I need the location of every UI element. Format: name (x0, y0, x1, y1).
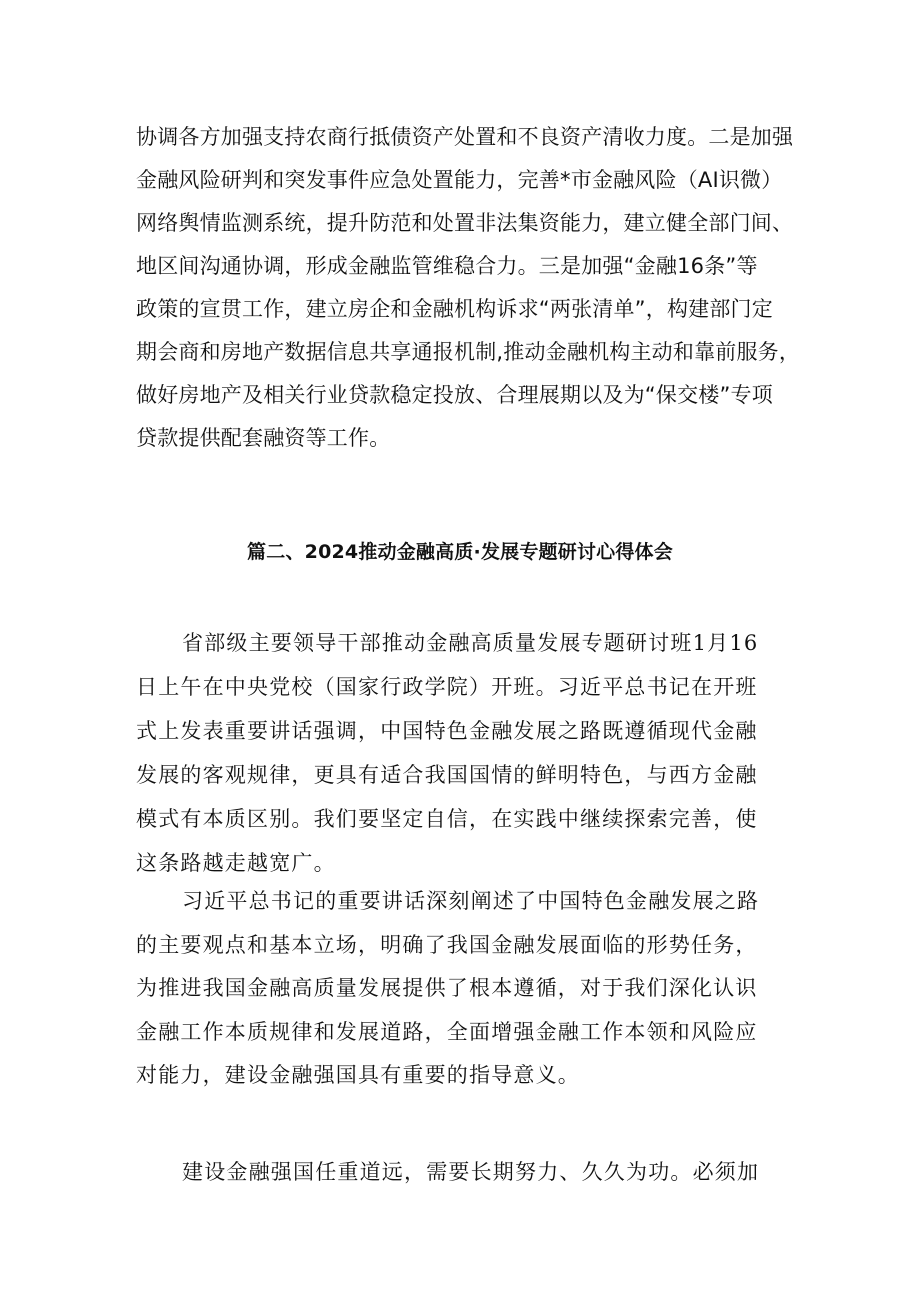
text-line: 金融工作本质规律和发展道路，全面增强金融工作本领和风险应 (136, 1020, 758, 1044)
text-line: 地区间沟通协调，形成金融监管维稳合力。三是加强“金融16条”等 (136, 254, 758, 278)
text-line: 贷款提供配套融资等工作。 (136, 426, 391, 450)
text-line: 习近平总书记的重要讲话深刻阐述了中国特色金融发展之路 (182, 889, 760, 913)
text-line: 这条路越走越宽广。 (136, 851, 336, 875)
text-line: 省部级主要领导干部推动金融高质量发展专题研讨班1月16 (182, 631, 759, 655)
section-heading: 篇二、2024推动金融高质·发展专题研讨心得体会 (247, 540, 673, 563)
text-line: 期会商和房地产数据信息共享通报机制,推动金融机构主动和靠前服务， (136, 340, 801, 364)
text-line: 模式有本质区别。我们要坚定自信，在实践中继续探索完善，使 (136, 807, 758, 831)
text-line: 的主要观点和基本立场，明确了我国金融发展面临的形势任务， (136, 933, 758, 957)
text-line: 协调各方加强支持农商行抵债资产处置和不良资产清收力度。二是加强 (136, 125, 794, 149)
text-line: 为推进我国金融高质量发展提供了根本遵循，对于我们深化认识 (136, 976, 758, 1000)
text-line: 网络舆情监测系统，提升防范和处置非法集资能力，建立健全部门间、 (136, 211, 794, 235)
text-line: 政策的宣贯工作，建立房企和金融机构诉求“两张清单”，构建部门定 (136, 297, 773, 321)
text-line: 对能力，建设金融强国具有重要的指导意义。 (136, 1063, 580, 1087)
text-line: 日上午在中央党校（国家行政学院）开班。习近平总书记在开班 (136, 675, 758, 699)
text-line: 式上发表重要讲话强调，中国特色金融发展之路既遵循现代金融 (136, 719, 758, 743)
text-line: 金融风险研判和突发事件应急处置能力，完善*市金融风险（AI识微） (136, 168, 783, 192)
text-line: 做好房地产及相关行业贷款稳定投放、合理展期以及为“保交楼”专项 (136, 383, 773, 407)
text-line: 建设金融强国任重道远，需要长期努力、久久为功。必须加 (182, 1160, 760, 1184)
text-line: 发展的客观规律，更具有适合我国国情的鲜明特色，与西方金融 (136, 763, 758, 787)
